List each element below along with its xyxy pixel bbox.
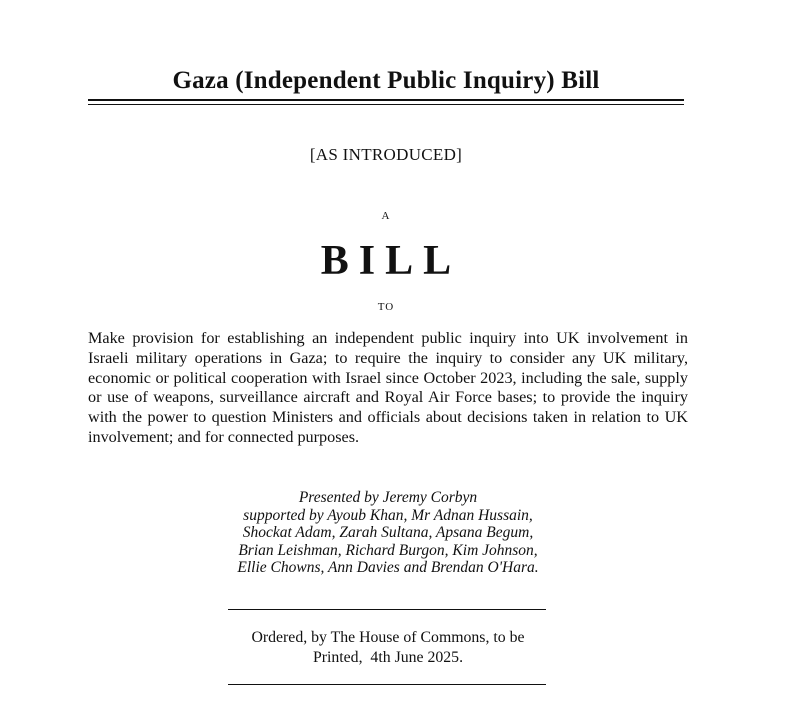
- presenter-line: Shockat Adam, Zarah Sultana, Apsana Begum,: [242, 524, 534, 541]
- bill-status: [AS INTRODUCED]: [309, 145, 463, 164]
- separator-rule: [228, 684, 546, 685]
- long-title: Make provision for establishing an independent public inquiry into UK involvement in Israeli military operations in Gaza; to require the inquiry to consider any UK military, economic or political cooperation with Israel since October 2023, including the sale, supply or use of weapons, surveillance aircraft and Royal Air Force bases; to provide the inquiry with the power to question Ministers and officials about decisions taken in relation to UK involvement; and for connected purposes.: [88, 329, 688, 446]
- bill-title: Gaza (Independent Public Inquiry) Bill: [172, 67, 600, 94]
- presenter-line: supported by Ayoub Khan, Mr Adnan Hussain,: [243, 506, 533, 524]
- presenters-block: [158, 489, 618, 577]
- ordered-block: [158, 628, 618, 668]
- bill-heading: BILL: [320, 238, 462, 284]
- presenter-line: Presented by Jeremy Corbyn: [298, 489, 478, 506]
- title-rule-thick: [88, 99, 684, 101]
- to-word: TO: [377, 301, 395, 313]
- separator-rule: [228, 609, 546, 610]
- presenter-line: Brian Leishman, Richard Burgon, Kim Johnson,: [238, 541, 538, 559]
- article-a: A: [381, 210, 391, 222]
- presenter-line: Ellie Chowns, Ann Davies and Brendan O'Hara.: [237, 559, 539, 576]
- ordered-line: Printed, 4th June 2025.: [312, 649, 464, 666]
- ordered-line: Ordered, by The House of Commons, to be: [251, 629, 525, 646]
- title-rule-thin: [88, 104, 684, 105]
